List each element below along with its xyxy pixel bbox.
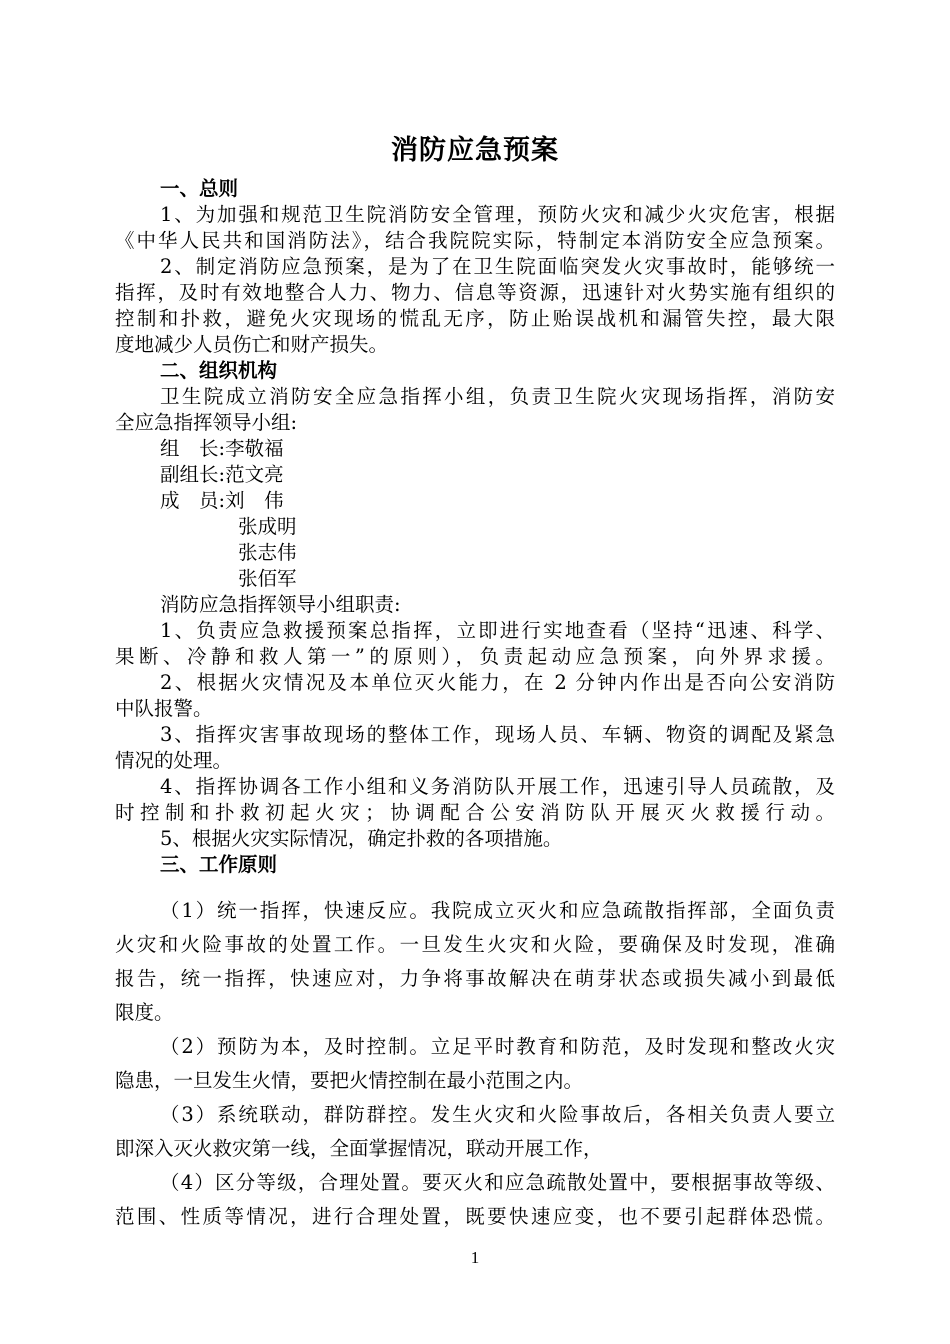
body-text-line: 2、根据火灾情况及本单位灭火能力，在 2 分钟内作出是否向公安消防	[160, 671, 835, 694]
section-heading: 三、工作原则	[160, 853, 278, 876]
body-text-line: 5、根据火灾实际情况，确定扑救的各项措施。	[160, 827, 563, 850]
body-text-line: 指挥，及时有效地整合人力、物力、信息等资源，迅速针对火势实施有组织的	[115, 281, 835, 304]
body-text-line: 度地减少人员伤亡和财产损失。	[115, 333, 389, 356]
body-text-line: 张志伟	[238, 541, 297, 564]
section-heading: 一、总则	[160, 177, 239, 200]
body-text-line: 果断、冷静和救人第一”的原则），负责起动应急预案，向外界求援。	[115, 645, 835, 668]
body-text-line: 范围、性质等情况，进行合理处置，既要快速应变，也不要引起群体恐慌。	[115, 1205, 835, 1228]
body-text-line: 卫生院成立消防安全应急指挥小组，负责卫生院火灾现场指挥，消防安	[160, 385, 835, 408]
body-text-line: （2）预防为本，及时控制。立足平时教育和防范，及时发现和整改火灾	[160, 1035, 835, 1058]
body-text-line: （1）统一指挥，快速反应。我院成立灭火和应急疏散指挥部，全面负责	[160, 899, 835, 922]
body-text-line: 控制和扑救，避免火灾现场的慌乱无序，防止贻误战机和漏管失控，最大限	[115, 307, 835, 330]
body-text-line: 时控制和扑救初起火灾；协调配合公安消防队开展灭火救援行动。	[115, 801, 835, 824]
body-text-line: 3、指挥灾害事故现场的整体工作，现场人员、车辆、物资的调配及紧急	[160, 723, 835, 746]
body-text-line: 消防应急指挥领导小组职责:	[160, 593, 401, 616]
body-text-line: 情况的处理。	[115, 749, 233, 772]
body-text-line: 副组长:范文亮	[160, 463, 284, 486]
body-text-line: 报告，统一指挥，快速应对，力争将事故解决在萌芽状态或损失减小到最低	[115, 967, 835, 990]
body-text-line: 1、为加强和规范卫生院消防安全管理，预防火灾和减少火灾危害，根据	[160, 203, 835, 226]
body-text-line: 1、负责应急救援预案总指挥，立即进行实地查看（坚持“迅速、科学、	[160, 619, 835, 642]
section-heading: 二、组织机构	[160, 359, 278, 382]
body-text-line: 全应急指挥领导小组:	[115, 411, 298, 434]
body-text-line: 《中华人民共和国消防法》，结合我院院实际，特制定本消防安全应急预案。	[115, 229, 835, 252]
body-text-line: 限度。	[115, 1001, 174, 1024]
body-text-line: 张佰军	[238, 567, 297, 590]
body-text-line: 即深入灭火救灾第一线，全面掌握情况，联动开展工作，	[115, 1137, 603, 1160]
body-text-line: 火灾和火险事故的处置工作。一旦发生火灾和火险，要确保及时发现，准确	[115, 933, 835, 956]
body-text-line: （4）区分等级，合理处置。要灭火和应急疏散处置中，要根据事故等级、	[160, 1171, 835, 1194]
document-title: 消防应急预案	[391, 135, 559, 166]
body-text-line: 中队报警。	[115, 697, 213, 720]
body-text-line: 张成明	[238, 515, 297, 538]
body-text-line: 隐患，一旦发生火情，要把火情控制在最小范围之内。	[115, 1069, 584, 1092]
body-text-line: 成 员:刘 伟	[160, 489, 284, 512]
body-text-line: 组 长:李敬福	[160, 437, 284, 460]
body-text-line: （3）系统联动，群防群控。发生火灾和火险事故后，各相关负责人要立	[160, 1103, 835, 1126]
body-text-line: 4、指挥协调各工作小组和义务消防队开展工作，迅速引导人员疏散，及	[160, 775, 835, 798]
page-number: 1	[470, 1248, 480, 1267]
body-text-line: 2、制定消防应急预案，是为了在卫生院面临突发火灾事故时，能够统一	[160, 255, 835, 278]
